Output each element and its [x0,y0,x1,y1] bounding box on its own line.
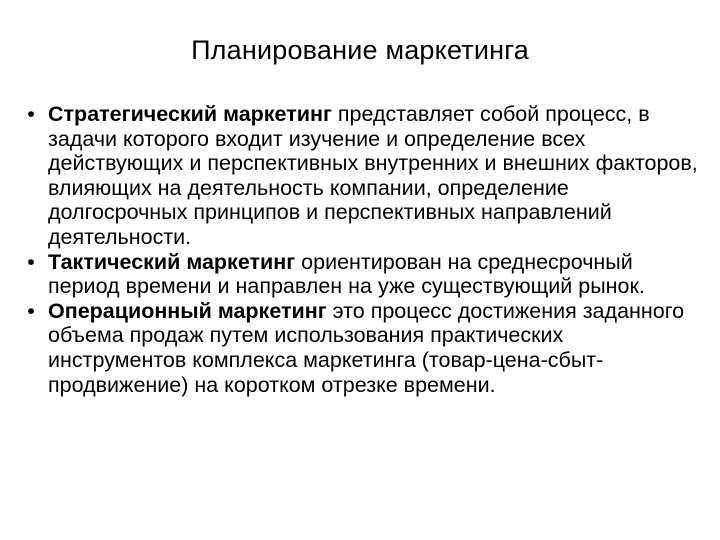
bullet-term: Стратегический маркетинг [48,102,332,126]
bullet-icon: • [27,249,35,274]
bullet-text: ориентирован на среднесрочный период времени и направлен на уже существующий рынок. [48,249,645,299]
bullet-item-operational [20,299,700,397]
slide-title: Планирование маркетинга [191,35,529,65]
bullet-term: Тактический маркетинг [48,249,296,274]
bullet-item-strategic [20,102,700,250]
bullet-term: Операционный маркетинг [48,298,327,323]
bullet-item-tactical [20,250,700,299]
bullet-text: представляет собой процесс, в задачи которого входит изучение и определение всех действующих и перспективных внутренних и внешних факторов, влияющих на деятельность компании, определение долгосрочных принципов и перспективных направлений деятельности. [48,102,698,249]
bullet-text: это процесс достижения заданного объема продаж путем использования практических инструментов комплекса маркетинга (товар-цена-сбыт-продвижение) на коротком отрезке времени. [48,298,685,397]
bullet-list [20,102,700,397]
bullet-icon: • [27,298,35,323]
bullet-icon: • [27,102,35,126]
